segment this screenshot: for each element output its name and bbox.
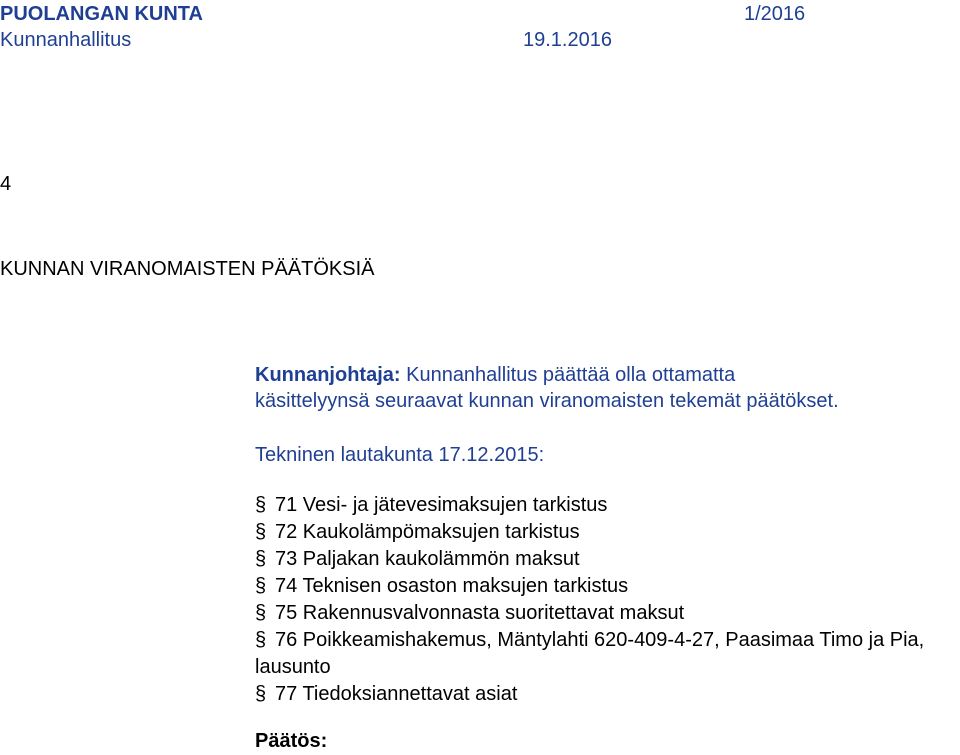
decision-item — [255, 573, 960, 600]
decision-item — [255, 600, 960, 627]
document-header — [0, 0, 960, 56]
proposal-line-2: käsittelyynsä seuraavat kunnan viranomaisten tekemät päätökset. — [255, 390, 839, 412]
header-line-2 — [0, 26, 960, 54]
proposal-line-1 — [255, 362, 960, 388]
header-line-1 — [0, 0, 960, 28]
decision-text: 75 Rakennusvalvonnasta suoritettavat maksut — [275, 602, 685, 624]
meeting-body: Kunnanhallitus — [0, 29, 132, 51]
section-mark: § — [255, 683, 267, 705]
section-mark: § — [255, 494, 267, 516]
proposal-label: Kunnanjohtaja: — [255, 364, 401, 386]
proposal-text-1: Kunnanhallitus päättää olla ottamatta — [400, 364, 736, 386]
decision-item — [255, 681, 960, 708]
decision-text: 74 Teknisen osaston maksujen tarkistus — [275, 575, 629, 597]
decision-item — [255, 492, 960, 519]
section-title: KUNNAN VIRANOMAISTEN PÄÄTÖKSIÄ — [0, 258, 375, 280]
municipality-name: PUOLANGAN KUNTA — [0, 3, 203, 25]
section-mark: § — [255, 575, 267, 597]
section-mark: § — [255, 629, 267, 651]
proposal-block — [255, 362, 960, 708]
decision-item — [255, 519, 960, 546]
decision-heading: Päätös: — [255, 730, 328, 752]
decisions-list — [255, 492, 960, 708]
decision-text: 73 Paljakan kaukolämmön maksut — [275, 548, 580, 570]
section-number: 4 — [0, 173, 12, 195]
section-mark: § — [255, 521, 267, 543]
section-mark: § — [255, 602, 267, 624]
page-number: 1/2016 — [744, 3, 806, 25]
decision-text: 71 Vesi- ja jätevesimaksujen tarkistus — [275, 494, 608, 516]
decision-item — [255, 546, 960, 573]
meeting-date: 19.1.2016 — [523, 29, 612, 51]
decision-text: 77 Tiedoksiannettavat asiat — [275, 683, 518, 705]
agency-title: Tekninen lautakunta 17.12.2015: — [255, 444, 545, 466]
section-mark: § — [255, 548, 267, 570]
decision-item — [255, 627, 955, 681]
decision-text: 72 Kaukolämpömaksujen tarkistus — [275, 521, 580, 543]
decision-text: 76 Poikkeamishakemus, Mäntylahti 620-409-4-27, Paasimaa Timo ja Pia, lausunto — [255, 629, 925, 678]
